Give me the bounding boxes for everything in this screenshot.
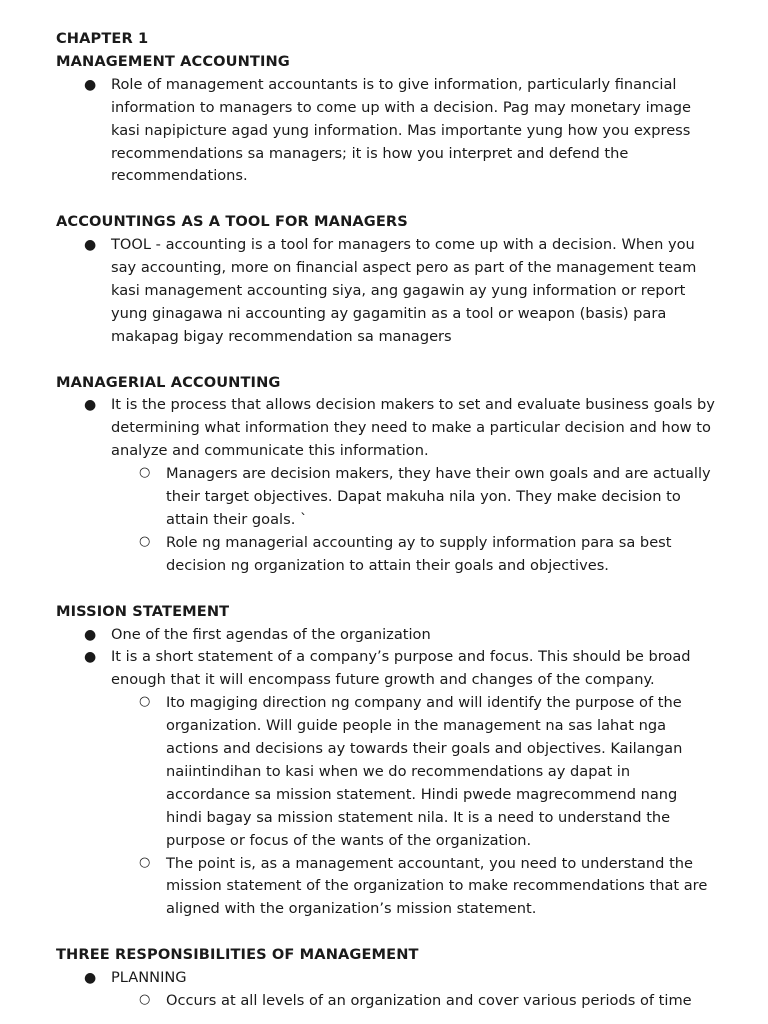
bullet-dot-icon: ● — [84, 237, 97, 254]
bullet-circle-icon: ○ — [139, 465, 151, 481]
sub-bullet-list — [111, 692, 716, 921]
bullet-list — [56, 74, 716, 189]
bullet-circle-icon: ○ — [139, 694, 151, 710]
section-heading-mission-statement: MISSION STATEMENT — [56, 602, 230, 620]
section-heading-responsibilities: THREE RESPONSIBILITIES OF MANAGEMENT — [56, 946, 419, 964]
list-item-text: TOOL - accounting is a tool for managers to come up with a decision. When you say accounting, more on financial aspect pero as part of the management team kasi management accounting siya, ang gagawin ay yung information or report yung ginagawa ni accounting ay gagamitin as a tool or weapon (basis) para makapag bigay recommendation sa managers — [111, 236, 697, 345]
list-item-text: PLANNING — [111, 969, 187, 987]
bullet-dot-icon: ● — [84, 76, 97, 93]
sub-list-item — [111, 532, 716, 578]
chapter-heading: CHAPTER 1 — [56, 30, 149, 47]
sub-bullet-list — [111, 463, 716, 578]
section-heading-managerial-accounting: MANAGERIAL ACCOUNTING — [56, 373, 281, 391]
bullet-list — [56, 394, 716, 577]
list-item-text: One of the first agendas of the organization — [111, 625, 431, 643]
bullet-list — [56, 234, 716, 349]
sub-list-item-text: Role ng managerial accounting ay to supply information para sa best decision ng organization to attain their goals and objectives. — [166, 533, 672, 574]
bullet-dot-icon: ● — [84, 970, 97, 987]
list-item — [56, 646, 716, 921]
sub-list-item — [111, 692, 716, 852]
sub-list-item — [111, 853, 716, 922]
sub-list-item-text: Managers are decision makers, they have their own goals and are actually their target objectives. Dapat makuha nila yon. They make decision to attain their goals. ` — [166, 465, 711, 528]
sub-bullet-list — [111, 990, 716, 1013]
section-heading-management-accounting: MANAGEMENT ACCOUNTING — [56, 52, 290, 70]
bullet-circle-icon: ○ — [139, 992, 151, 1007]
bullet-circle-icon: ○ — [139, 533, 151, 549]
bullet-list — [56, 624, 716, 922]
section-heading-tool-for-managers: ACCOUNTINGS AS A TOOL FOR MANAGERS — [56, 213, 408, 231]
list-item-text: It is a short statement of a company’s purpose and focus. This should be broad enough that it will encompass future growth and changes of the company. — [111, 648, 691, 689]
bullet-dot-icon: ● — [84, 397, 97, 414]
list-item — [56, 394, 716, 577]
bullet-dot-icon: ● — [84, 649, 97, 666]
sub-list-item-text: Occurs at all levels of an organization and cover various periods of time — [166, 992, 692, 1009]
bullet-circle-icon: ○ — [139, 854, 151, 870]
list-item-text: Role of management accountants is to give information, particularly financial information to managers to come up with a decision. Pag may monetary image kasi napipicture agad yung information. Mas importante yung how you express recommendations sa managers; it is how you interpret and defend the recommendations. — [111, 75, 692, 185]
sub-list-item — [111, 463, 716, 532]
list-item-text: It is the process that allows decision makers to set and evaluate business goals by determining what information they need to make a particular decision and how to analyze and communicate this information. — [111, 396, 715, 460]
bullet-dot-icon: ● — [84, 626, 97, 643]
list-item — [56, 624, 716, 647]
list-item — [56, 74, 716, 189]
sub-list-item-text: Ito magiging direction ng company and will identify the purpose of the organization. Will guide people in the management na sas lahat nga actions and decisions ay towards their goals and objectives. Kailangan naiintindihan to kasi when we do recommendations ay dapat in accordance sa mission statement. Hindi pwede magrecommend nang hindi bagay sa mission statement nila. It is a need to understand the purpose or focus of the wants of the organization. — [166, 694, 683, 849]
bullet-list — [56, 967, 716, 1013]
sub-list-item-text: The point is, as a management accountant, you need to understand the mission statement of the organization to make recommendations that are aligned with the organization’s mission statement. — [166, 854, 708, 918]
document-page — [56, 28, 716, 1013]
list-item — [56, 234, 716, 349]
list-item — [56, 967, 716, 1013]
sub-list-item — [111, 990, 716, 1013]
